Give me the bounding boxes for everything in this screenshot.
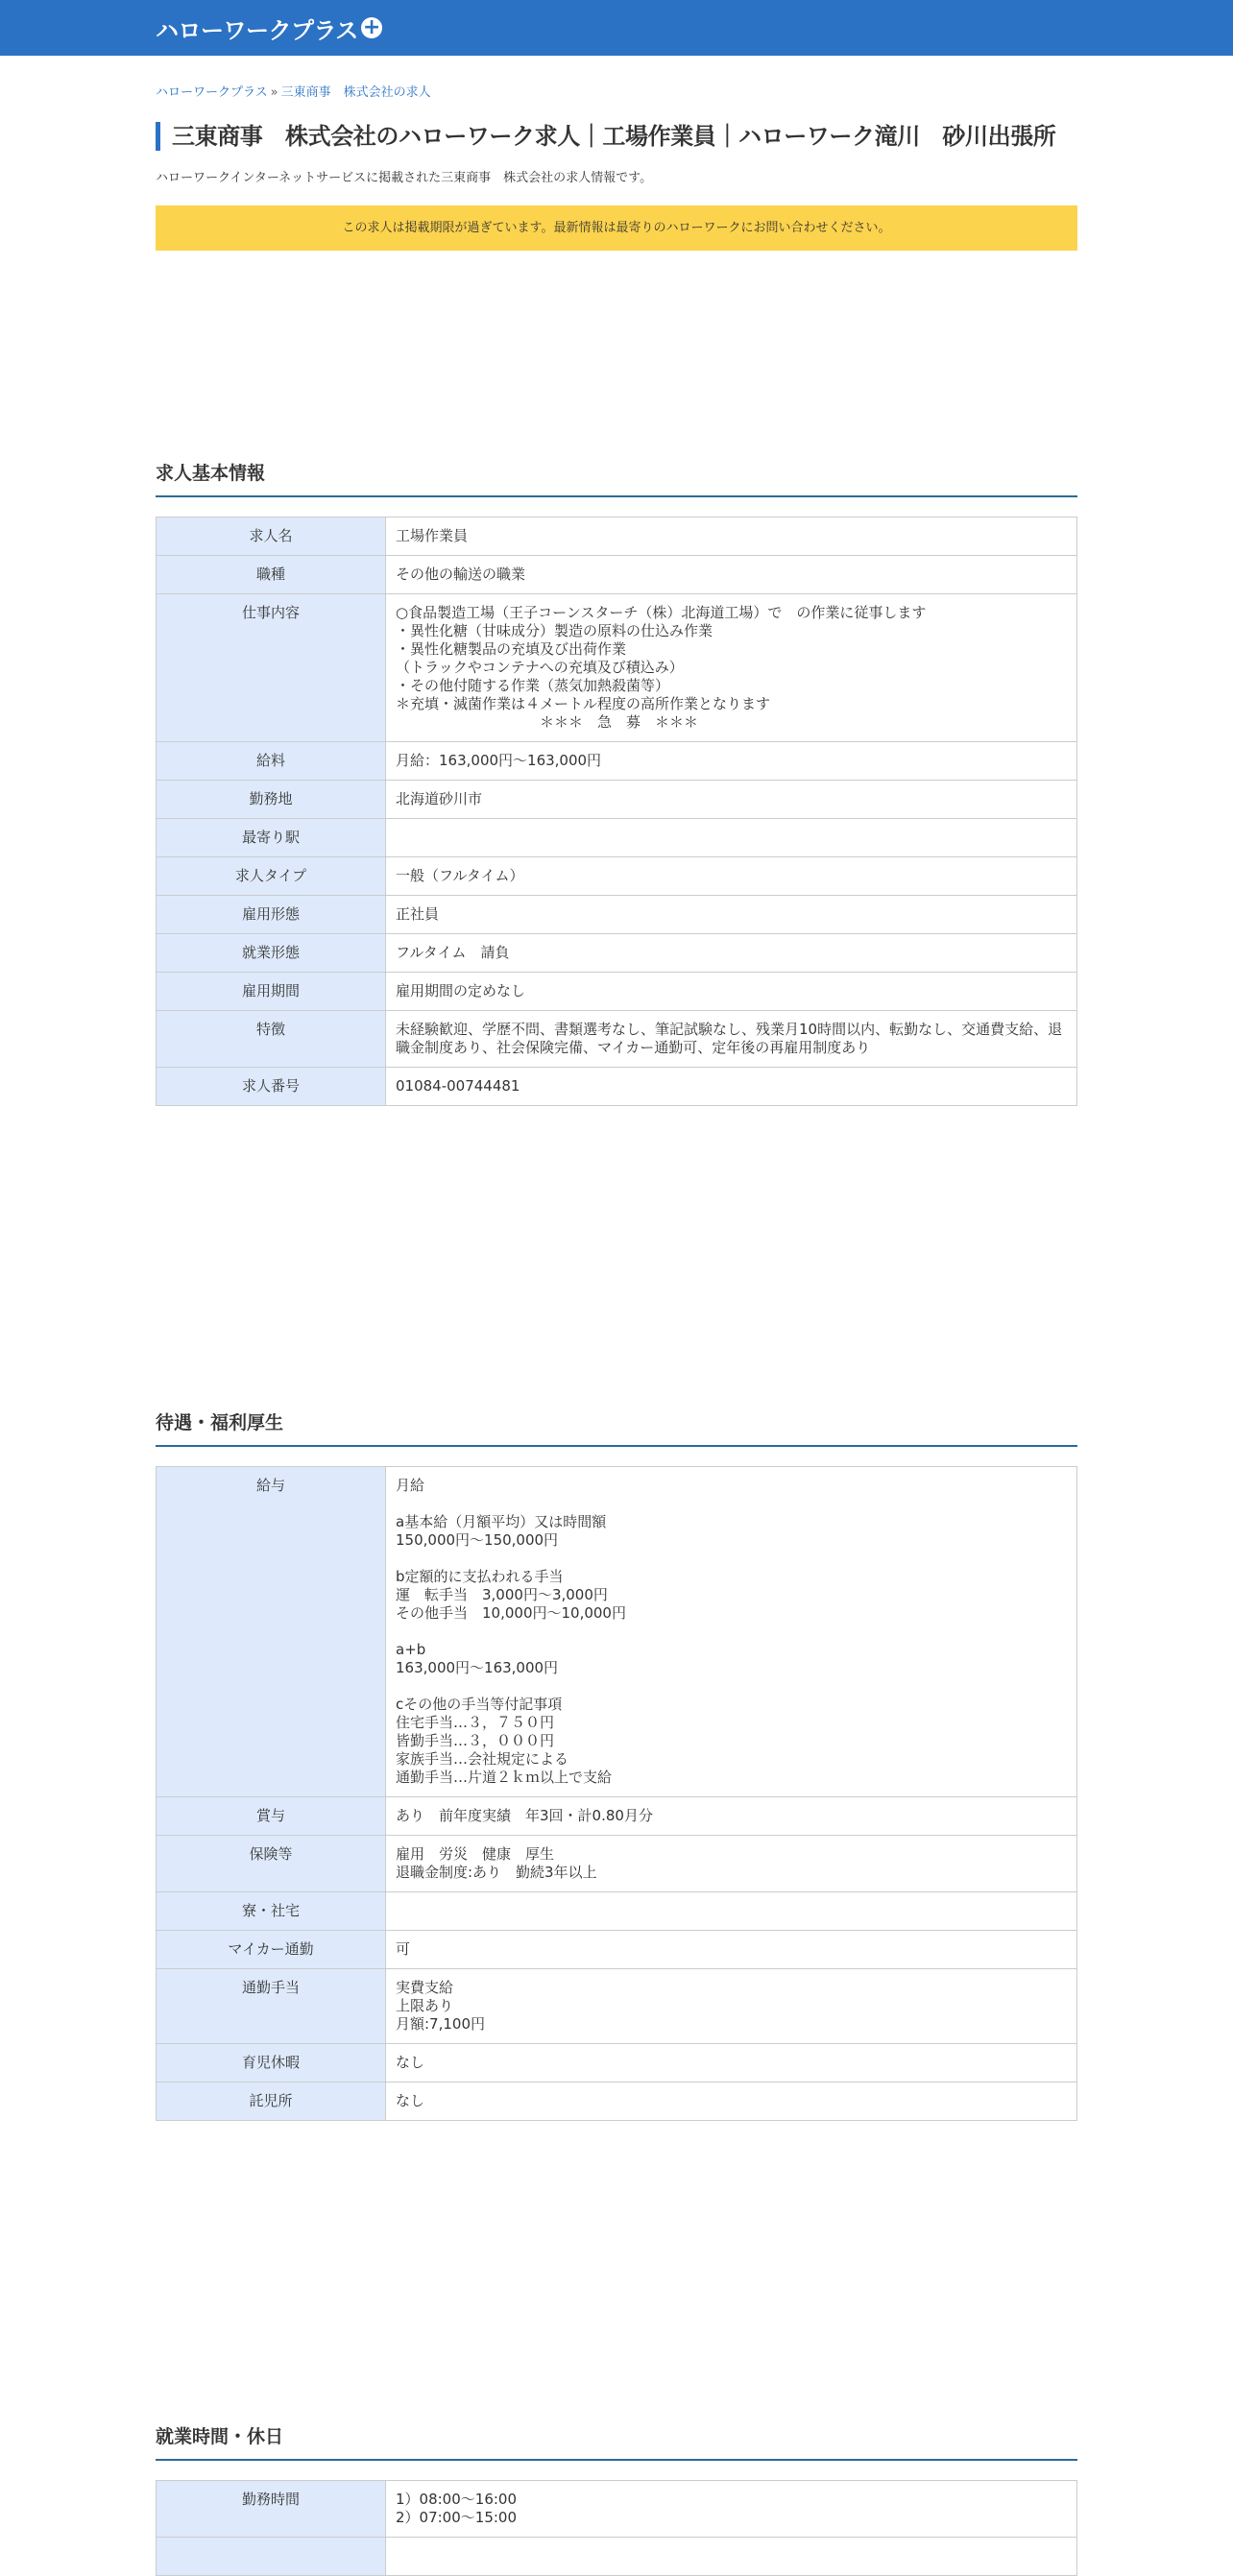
- table-row: [157, 973, 1077, 1011]
- row-label: 通勤手当: [157, 1969, 386, 2044]
- row-label: 育児休暇: [157, 2044, 386, 2082]
- row-label: 勤務地: [157, 781, 386, 819]
- basic-info-table: [156, 517, 1077, 1106]
- row-value: 雇用 労災 健康 厚生 退職金制度:あり 勤続3年以上: [386, 1836, 1077, 1892]
- row-value: 工場作業員: [386, 518, 1077, 556]
- table-row: [157, 1068, 1077, 1106]
- row-value: 月給 a基本給（月額平均）又は時間額 150,000円～150,000円 b定額的に支払われる手当 運 転手当 3,000円～3,000円 その他手当 10,000円～10,000円 a+b 163,000円～163,000円 cその他の手当等付記事項 住宅手当…３，７５０円 皆勤手当…３，０００円 家族手当…会社規定による 通勤手当…片道２ｋｍ以上で支給: [386, 1467, 1077, 1797]
- table-row: [157, 819, 1077, 857]
- row-value: 未経験歓迎、学歴不問、書類選考なし、筆記試験なし、残業月10時間以内、転勤なし、交通費支給、退職金制度あり、社会保険完備、マイカー通勤可、定年後の再雇用制度あり: [386, 1011, 1077, 1068]
- working-hours-table: [156, 2480, 1077, 2576]
- row-label: 賞与: [157, 1797, 386, 1836]
- main-content: [156, 84, 1077, 2526]
- row-label: 最寄り駅: [157, 819, 386, 857]
- row-label: 求人番号: [157, 1068, 386, 1106]
- row-value: ○食品製造工場（王子コーンスターチ（株）北海道工場）で の作業に従事します ・異性化糖（甘味成分）製造の原料の仕込み作業 ・異性化糖製品の充填及び出荷作業 （トラックやコンテナへの充填及び積込み） ・その他付随する作業（蒸気加熱殺菌等） ＊充填・滅菌作業は４メートル程度の高所作業となります ＊＊＊ 急 募 ＊＊＊: [386, 594, 1077, 742]
- table-row: [157, 2538, 1077, 2576]
- row-label: マイカー通勤: [157, 1931, 386, 1969]
- row-value: [386, 2538, 1077, 2576]
- table-row: [157, 781, 1077, 819]
- table-row: [157, 896, 1077, 934]
- row-value: 正社員: [386, 896, 1077, 934]
- row-value: 北海道砂川市: [386, 781, 1077, 819]
- section-basic-info: [156, 461, 1077, 1106]
- row-value: 01084-00744481: [386, 1068, 1077, 1106]
- row-value: 可: [386, 1931, 1077, 1969]
- row-label: [157, 2538, 386, 2576]
- site-header: [0, 0, 1233, 56]
- row-value: 一般（フルタイム）: [386, 857, 1077, 896]
- row-value: なし: [386, 2082, 1077, 2121]
- table-row: [157, 1931, 1077, 1969]
- intro-text: ハローワークインターネットサービスに掲載された三東商事 株式会社の求人情報です。: [156, 171, 653, 185]
- row-value: 実費支給 上限あり 月額:7,100円: [386, 1969, 1077, 2044]
- row-label: 給与: [157, 1467, 386, 1797]
- welfare-table: [156, 1466, 1077, 2121]
- section-title: 待遇・福利厚生: [156, 1410, 1077, 1447]
- page-title: 三東商事 株式会社のハローワーク求人｜工場作業員｜ハローワーク滝川 砂川出張所: [156, 122, 1077, 151]
- section-working-hours: [156, 2424, 1077, 2576]
- row-value: その他の輸送の職業: [386, 556, 1077, 594]
- table-row: [157, 934, 1077, 973]
- row-label: 特徴: [157, 1011, 386, 1068]
- table-row: [157, 1467, 1077, 1797]
- row-label: 求人タイプ: [157, 857, 386, 896]
- row-value: あり 前年度実績 年3回・計0.80月分: [386, 1797, 1077, 1836]
- row-label: 給料: [157, 742, 386, 781]
- table-row: [157, 518, 1077, 556]
- row-value: 雇用期間の定めなし: [386, 973, 1077, 1011]
- table-row: [157, 857, 1077, 896]
- row-label: 就業形態: [157, 934, 386, 973]
- row-value: なし: [386, 2044, 1077, 2082]
- row-label: 雇用形態: [157, 896, 386, 934]
- row-label: 託児所: [157, 2082, 386, 2121]
- row-label: 寮・社宅: [157, 1892, 386, 1931]
- breadcrumb-current-link[interactable]: 三東商事 株式会社の求人: [280, 85, 431, 100]
- row-value: 月給：163,000円～163,000円: [386, 742, 1077, 781]
- row-label: 求人名: [157, 518, 386, 556]
- row-label: 職種: [157, 556, 386, 594]
- row-label: 仕事内容: [157, 594, 386, 742]
- breadcrumb-home-link[interactable]: ハローワークプラス: [156, 85, 268, 100]
- breadcrumb-separator: »: [270, 85, 278, 100]
- table-row: [157, 2044, 1077, 2082]
- logo-text: ハローワークプラス: [156, 16, 358, 44]
- table-row: [157, 2481, 1077, 2538]
- section-welfare: [156, 1410, 1077, 2121]
- row-value: フルタイム 請負: [386, 934, 1077, 973]
- table-row: [157, 742, 1077, 781]
- table-row: [157, 2082, 1077, 2121]
- row-label: 保険等: [157, 1836, 386, 1892]
- plus-circle-icon: +: [361, 17, 382, 38]
- row-value: [386, 1892, 1077, 1931]
- table-row: [157, 594, 1077, 742]
- table-row: [157, 1892, 1077, 1931]
- breadcrumb: [156, 84, 1077, 102]
- table-row: [157, 556, 1077, 594]
- row-value: 1）08:00～16:00 2）07:00～15:00: [386, 2481, 1077, 2538]
- table-row: [157, 1969, 1077, 2044]
- table-row: [157, 1836, 1077, 1892]
- row-label: 雇用期間: [157, 973, 386, 1011]
- row-label: 勤務時間: [157, 2481, 386, 2538]
- row-value: [386, 819, 1077, 857]
- section-title: 就業時間・休日: [156, 2424, 1077, 2461]
- table-row: [157, 1011, 1077, 1068]
- table-row: [157, 1797, 1077, 1836]
- site-logo[interactable]: [156, 12, 382, 45]
- section-title: 求人基本情報: [156, 461, 1077, 497]
- expired-notice-banner: この求人は掲載期限が過ぎています。最新情報は最寄りのハローワークにお問い合わせください。: [156, 205, 1077, 251]
